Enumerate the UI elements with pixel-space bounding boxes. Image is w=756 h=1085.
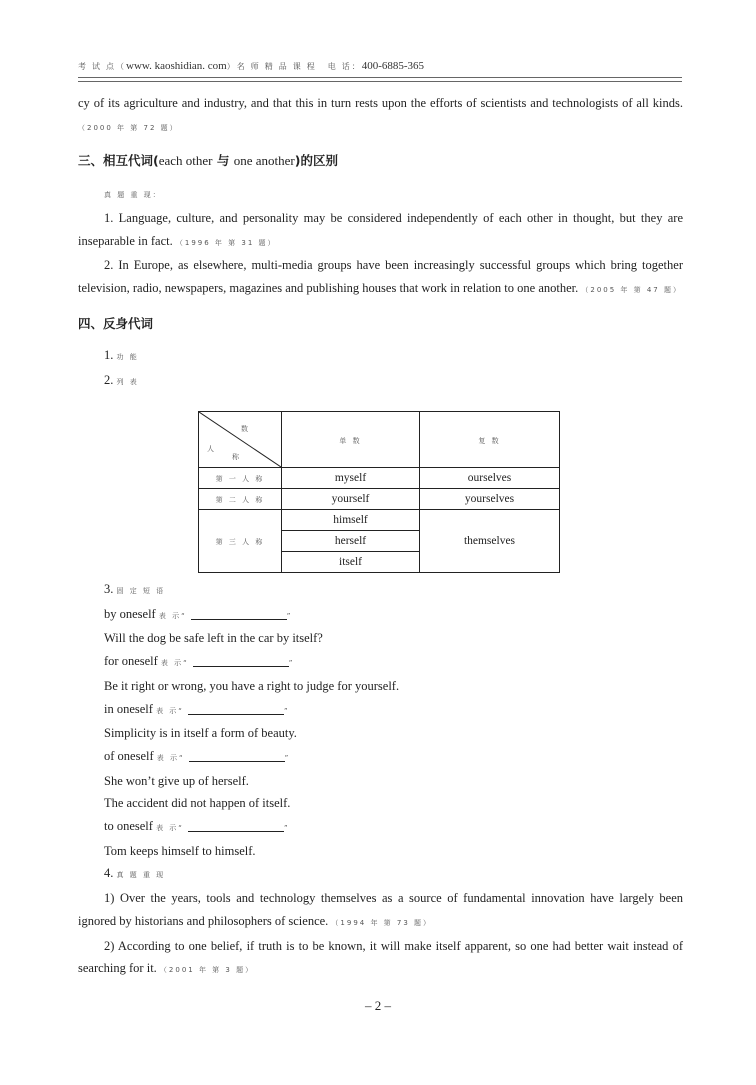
cell-ourselves: ourselves <box>420 468 560 489</box>
table-row <box>199 510 560 531</box>
header-rule-bottom <box>78 81 682 82</box>
phrases-block <box>78 578 683 982</box>
cell-herself: herself <box>282 531 420 552</box>
section4-item-3 <box>78 578 683 603</box>
cell-yourself: yourself <box>282 489 420 510</box>
section4-heading: 四、反身代词 <box>78 315 154 331</box>
phrase-meaning-end: ” <box>284 753 291 762</box>
phrase-meaning-label: 表 示“ <box>160 659 189 668</box>
row-label-third-person: 第 三 人 称 <box>215 538 265 546</box>
section3-example-1-text: 1. Language, culture, and personality may be considered independently of each other in thought, but they are inseparable in fact. <box>78 210 683 248</box>
phrase-for-oneself <box>78 650 683 675</box>
fill-in-blank[interactable] <box>189 749 285 762</box>
section4-item-2 <box>78 369 683 394</box>
item-4-label: 真 题 重 现 <box>116 871 166 880</box>
section4-example-2-text: 2) According to one belief, if truth is to be known, it will make itself apparent, so one had better wait instead of searching for it. <box>78 938 683 976</box>
fill-in-blank[interactable] <box>188 819 284 832</box>
phrase-text: of oneself <box>104 748 154 763</box>
fill-in-blank[interactable] <box>188 702 284 715</box>
phrase-text: to oneself <box>104 819 153 834</box>
fill-in-blank[interactable] <box>193 654 289 667</box>
phrase-meaning-label: 表 示“ <box>156 824 184 833</box>
phrase-meaning-end: ” <box>283 824 290 833</box>
table-corner-cell <box>199 412 282 468</box>
row-label-second-person: 第 二 人 称 <box>215 496 265 504</box>
phrase-example: Tom keeps himself to himself. <box>104 843 256 858</box>
phrase-meaning-end: ” <box>286 611 293 620</box>
phrase-text: by oneself <box>104 606 156 621</box>
section4-example-2-source: （2001 年 第 3 题） <box>159 966 255 975</box>
fill-in-blank[interactable] <box>191 607 287 620</box>
section4-item-4 <box>78 862 683 887</box>
section3-term-1: each other <box>158 153 213 169</box>
reflexive-pronoun-table <box>198 411 560 573</box>
item-2-number: 2. <box>104 373 114 388</box>
item-3-label: 固 定 短 语 <box>116 587 166 595</box>
cell-themselves: themselves <box>420 510 560 573</box>
intro-source: （2000 年 第 72 题） <box>78 123 179 132</box>
phrase-meaning-label: 表 示“ <box>158 611 187 620</box>
section4-example-1-text: 1) Over the years, tools and technology themselves as a source of fundamental innovation have largely been ignored by historians and philosophers of science. <box>78 891 683 928</box>
intro-text: cy of its agriculture and industry, and that this in turn rests upon the efforts of scientists and technologists of all kinds. <box>78 96 683 110</box>
cell-myself: myself <box>282 468 420 489</box>
row-label-first-person: 第 一 人 称 <box>215 475 265 483</box>
phrase-to-oneself <box>78 815 683 840</box>
phrase-example: Simplicity is in itself a form of beauty. <box>104 726 297 741</box>
section3-example-2 <box>78 254 683 301</box>
phrase-meaning-end: ” <box>288 659 295 668</box>
phrase-example: Be it right or wrong, you have a right to judge for yourself. <box>104 678 400 693</box>
section4-item-1 <box>78 344 683 369</box>
item-4-number: 4. <box>104 866 114 881</box>
section3-example-1-source: （1996 年 第 31 题） <box>175 238 277 247</box>
item-2-label: 列 表 <box>116 378 139 387</box>
page-number: – 2 – <box>365 998 391 1013</box>
phrase-of-oneself <box>78 745 683 770</box>
phrase-by-oneself <box>78 603 683 628</box>
cell-himself: himself <box>282 510 420 531</box>
item-1-label: 功 能 <box>116 353 139 362</box>
page-body <box>78 92 683 394</box>
page-header <box>78 60 424 72</box>
phrase-in-oneself <box>78 698 683 723</box>
phrase-example: The accident did not happen of itself. <box>104 796 291 811</box>
phrase-meaning-label: 表 示“ <box>156 706 184 715</box>
column-header-plural: 复 数 <box>478 436 501 445</box>
header-slogan: ）名 师 精 品 课 程 <box>226 62 317 71</box>
section3-heading <box>78 150 683 173</box>
section3-examples-label: 真 题 重 现： <box>104 191 162 200</box>
section3-title-mid: 与 <box>212 153 234 169</box>
corner-label-suffix: 称 <box>232 453 241 461</box>
section3-term-2: one another <box>233 153 295 169</box>
phrase-meaning-end: ” <box>283 706 290 715</box>
phrase-example: She won’t give up of herself. <box>104 773 249 788</box>
header-url[interactable]: www. kaoshidian. com <box>126 60 227 72</box>
header-brand: 考 试 点（ <box>78 62 126 71</box>
section3-example-1 <box>78 207 683 254</box>
phrase-example: Will the dog be safe left in the car by itself? <box>104 631 323 646</box>
header-rule-top <box>78 77 682 78</box>
header-phone: 400-6885-365 <box>361 60 425 72</box>
section3-example-2-source: （2005 年 第 47 题） <box>581 285 682 294</box>
section4-example-1-source: （1994 年 第 73 题） <box>331 918 433 927</box>
column-header-singular: 单 数 <box>339 436 362 445</box>
intro-paragraph <box>78 92 683 139</box>
corner-label-person: 人 <box>207 445 216 453</box>
phrase-text: in oneself <box>104 701 153 716</box>
table-row <box>199 489 560 510</box>
section3-title-prefix: 三、相互代词( <box>78 153 159 169</box>
section3-title-suffix: )的区别 <box>294 153 338 169</box>
cell-itself: itself <box>282 552 420 573</box>
item-3-number: 3. <box>104 582 114 596</box>
phrase-meaning-label: 表 示“ <box>156 753 185 762</box>
table-row <box>199 468 560 489</box>
corner-label-number: 数 <box>241 425 250 433</box>
phrase-text: for oneself <box>104 654 158 669</box>
item-1-number: 1. <box>104 348 114 363</box>
header-phone-label: 电 话： <box>327 62 362 71</box>
section3-example-2-text: 2. In Europe, as elsewhere, multi-media groups have been increasingly successful groups which bring together television, radio, newspapers, magazines and publishing houses that work in relation to one another. <box>78 258 683 295</box>
cell-yourselves: yourselves <box>420 489 560 510</box>
section4-example-2 <box>78 935 683 982</box>
section4-example-1 <box>78 887 683 934</box>
